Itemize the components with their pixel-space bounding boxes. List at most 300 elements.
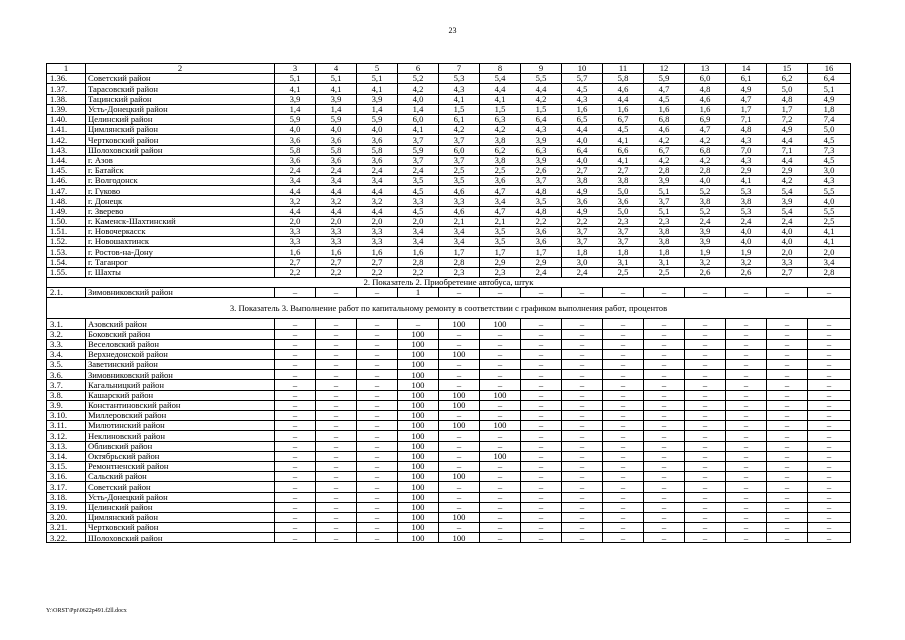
value-cell: 3,2 — [726, 257, 767, 267]
value-cell: 5,3 — [726, 186, 767, 196]
value-cell: 13 — [685, 64, 726, 74]
value-cell: 3,9 — [767, 196, 808, 206]
value-cell: – — [685, 319, 726, 329]
value-cell: 5,5 — [521, 74, 562, 84]
value-cell: – — [644, 390, 685, 400]
table-row — [47, 472, 851, 482]
row-name-cell: г. Зверево — [86, 206, 275, 216]
row-name-cell: г. Таганрог — [86, 257, 275, 267]
value-cell: 100 — [398, 512, 439, 522]
value-cell: 4,8 — [767, 94, 808, 104]
row-number-cell: 3.12. — [47, 431, 86, 441]
value-cell: – — [685, 523, 726, 533]
value-cell: – — [767, 288, 808, 298]
value-cell: – — [808, 451, 851, 461]
value-cell: – — [767, 533, 808, 543]
value-cell: 15 — [767, 64, 808, 74]
row-name-cell: Кашарский район — [86, 390, 275, 400]
value-cell: – — [316, 421, 357, 431]
value-cell: 100 — [398, 431, 439, 441]
value-cell: – — [644, 512, 685, 522]
section-title: 3. Показатель 3. Выполнение работ по капитальному ремонту в соответствии с графиком выполнения работ, процентов — [47, 298, 851, 319]
value-cell: – — [808, 472, 851, 482]
value-cell: 10 — [562, 64, 603, 74]
value-cell: 1,5 — [521, 104, 562, 114]
table-row — [47, 227, 851, 237]
value-cell: – — [685, 482, 726, 492]
value-cell: 4,1 — [726, 176, 767, 186]
value-cell: – — [767, 523, 808, 533]
value-cell: 100 — [398, 400, 439, 410]
value-cell: 2,9 — [726, 165, 767, 175]
value-cell: 3,8 — [644, 227, 685, 237]
value-cell: – — [726, 390, 767, 400]
value-cell: – — [521, 512, 562, 522]
row-number-cell: 1.50. — [47, 216, 86, 226]
value-cell: – — [644, 533, 685, 543]
value-cell: 2,4 — [685, 216, 726, 226]
value-cell: 6,1 — [726, 74, 767, 84]
value-cell: – — [480, 512, 521, 522]
value-cell: – — [685, 461, 726, 471]
value-cell: – — [644, 349, 685, 359]
value-cell: – — [685, 441, 726, 451]
value-cell: 3,6 — [562, 196, 603, 206]
value-cell: – — [357, 288, 398, 298]
value-cell: 4,0 — [808, 196, 851, 206]
value-cell: 4,1 — [398, 125, 439, 135]
value-cell: – — [726, 451, 767, 461]
table-row — [47, 267, 851, 277]
table-row — [47, 421, 851, 431]
value-cell: 3,7 — [521, 176, 562, 186]
value-cell: 3,7 — [603, 237, 644, 247]
value-cell: 4,5 — [808, 135, 851, 145]
value-cell: – — [644, 492, 685, 502]
value-cell: 6,4 — [521, 114, 562, 124]
value-cell: 3,2 — [357, 196, 398, 206]
value-cell: – — [726, 380, 767, 390]
value-cell: – — [316, 472, 357, 482]
value-cell: 4,7 — [726, 94, 767, 104]
value-cell: – — [521, 441, 562, 451]
value-cell: 3,8 — [480, 155, 521, 165]
value-cell: – — [726, 472, 767, 482]
table-row — [47, 145, 851, 155]
value-cell: – — [767, 431, 808, 441]
value-cell: – — [644, 482, 685, 492]
row-number-cell: 1.42. — [47, 135, 86, 145]
value-cell: – — [562, 349, 603, 359]
table-row — [47, 176, 851, 186]
value-cell: 2,4 — [357, 165, 398, 175]
value-cell: – — [685, 411, 726, 421]
value-cell: – — [521, 288, 562, 298]
value-cell: – — [603, 349, 644, 359]
value-cell: – — [767, 360, 808, 370]
value-cell: – — [357, 482, 398, 492]
value-cell: – — [480, 288, 521, 298]
value-cell: – — [480, 441, 521, 451]
value-cell: 2,2 — [275, 267, 316, 277]
value-cell: 2,3 — [603, 216, 644, 226]
value-cell: – — [808, 533, 851, 543]
value-cell: 4,4 — [521, 84, 562, 94]
value-cell: – — [521, 380, 562, 390]
value-cell: – — [521, 390, 562, 400]
value-cell: 3,5 — [480, 227, 521, 237]
value-cell: 2,3 — [480, 267, 521, 277]
value-cell: 5 — [357, 64, 398, 74]
value-cell: – — [439, 523, 480, 533]
value-cell: 5,0 — [603, 186, 644, 196]
row-number-cell: 1.40. — [47, 114, 86, 124]
value-cell: – — [275, 461, 316, 471]
value-cell: – — [439, 370, 480, 380]
value-cell: – — [275, 349, 316, 359]
value-cell: – — [685, 339, 726, 349]
value-cell: – — [562, 441, 603, 451]
value-cell: – — [357, 441, 398, 451]
value-cell: 100 — [480, 451, 521, 461]
value-cell: – — [275, 451, 316, 461]
table-row — [47, 186, 851, 196]
value-cell: 1,9 — [726, 247, 767, 257]
footer-file-path: Y:\ORST\Ppi\0622p491.f2ll.docx — [46, 608, 127, 614]
value-cell: 100 — [398, 421, 439, 431]
value-cell: 2,0 — [398, 216, 439, 226]
value-cell: – — [316, 492, 357, 502]
value-cell: – — [521, 411, 562, 421]
value-cell: – — [726, 533, 767, 543]
value-cell: – — [726, 482, 767, 492]
value-cell: 3,7 — [603, 227, 644, 237]
value-cell: 4,9 — [808, 94, 851, 104]
value-cell: – — [603, 400, 644, 410]
value-cell: 4,2 — [480, 125, 521, 135]
value-cell: 3,4 — [357, 176, 398, 186]
value-cell: – — [603, 431, 644, 441]
value-cell: 5,9 — [357, 114, 398, 124]
value-cell: – — [439, 461, 480, 471]
value-cell: – — [275, 411, 316, 421]
row-number-cell: 1.38. — [47, 94, 86, 104]
row-name-cell: Зимовниковский район — [86, 288, 275, 298]
row-name-cell: Ремонтненский район — [86, 461, 275, 471]
value-cell: – — [726, 360, 767, 370]
value-cell: 5,0 — [603, 206, 644, 216]
value-cell: 4,8 — [521, 186, 562, 196]
row-name-cell: г. Батайск — [86, 165, 275, 175]
column-number-header-row — [47, 64, 851, 74]
value-cell: 1,5 — [439, 104, 480, 114]
value-cell: 4,6 — [439, 186, 480, 196]
value-cell: 100 — [398, 380, 439, 390]
value-cell: – — [603, 523, 644, 533]
value-cell: 5,8 — [357, 145, 398, 155]
value-cell: 3,6 — [480, 176, 521, 186]
value-cell: 3,9 — [644, 176, 685, 186]
value-cell: 5,1 — [644, 206, 685, 216]
value-cell: – — [767, 441, 808, 451]
row-number-cell: 1.55. — [47, 267, 86, 277]
value-cell: 4,9 — [726, 84, 767, 94]
value-cell: – — [726, 461, 767, 471]
value-cell: – — [644, 472, 685, 482]
value-cell: 1,6 — [685, 104, 726, 114]
value-cell: 4,1 — [439, 94, 480, 104]
value-cell: 2,2 — [562, 216, 603, 226]
value-cell: 100 — [398, 370, 439, 380]
row-name-cell: г. Ростов-на-Дону — [86, 247, 275, 257]
table-row — [47, 94, 851, 104]
row-name-cell: Целинский район — [86, 114, 275, 124]
value-cell: 6,1 — [439, 114, 480, 124]
value-cell: 2,5 — [439, 165, 480, 175]
value-cell: 7,3 — [808, 145, 851, 155]
value-cell: – — [726, 512, 767, 522]
table-row — [47, 360, 851, 370]
value-cell: – — [521, 370, 562, 380]
value-cell: 1,6 — [603, 104, 644, 114]
value-cell: 2,4 — [316, 165, 357, 175]
value-cell: – — [562, 512, 603, 522]
value-cell: 1,6 — [357, 247, 398, 257]
value-cell: – — [808, 502, 851, 512]
value-cell: 4,7 — [644, 84, 685, 94]
table-row — [47, 461, 851, 471]
value-cell: – — [685, 329, 726, 339]
value-cell: 3,2 — [316, 196, 357, 206]
table-body — [47, 64, 851, 543]
row-number-cell: 3.1. — [47, 319, 86, 329]
value-cell: – — [603, 441, 644, 451]
value-cell: – — [316, 512, 357, 522]
value-cell: 2,4 — [275, 165, 316, 175]
row-number-cell: 1 — [47, 64, 86, 74]
value-cell: 4,2 — [685, 155, 726, 165]
value-cell: – — [603, 451, 644, 461]
value-cell: – — [480, 482, 521, 492]
value-cell: 5,5 — [808, 186, 851, 196]
value-cell: 4,2 — [398, 84, 439, 94]
value-cell: – — [480, 411, 521, 421]
value-cell: 4,4 — [603, 94, 644, 104]
value-cell: 4,1 — [808, 237, 851, 247]
value-cell: – — [439, 339, 480, 349]
value-cell: – — [275, 400, 316, 410]
value-cell: 3,6 — [357, 135, 398, 145]
value-cell: 4,3 — [521, 125, 562, 135]
value-cell: 1,7 — [767, 104, 808, 114]
value-cell: – — [357, 400, 398, 410]
row-name-cell: Советский район — [86, 74, 275, 84]
value-cell: 4,0 — [562, 135, 603, 145]
value-cell: – — [644, 339, 685, 349]
value-cell: 4,7 — [480, 206, 521, 216]
value-cell: 3,4 — [480, 196, 521, 206]
value-cell: 1,6 — [644, 104, 685, 114]
value-cell: – — [767, 329, 808, 339]
value-cell: – — [521, 492, 562, 502]
value-cell: 3,9 — [357, 94, 398, 104]
value-cell: 5,0 — [808, 125, 851, 135]
value-cell: – — [726, 339, 767, 349]
value-cell: – — [603, 380, 644, 390]
table-row — [47, 370, 851, 380]
value-cell: 3,6 — [521, 237, 562, 247]
row-number-cell: 3.19. — [47, 502, 86, 512]
table-row — [47, 216, 851, 226]
value-cell: 4,5 — [644, 94, 685, 104]
value-cell: – — [521, 523, 562, 533]
row-number-cell: 1.46. — [47, 176, 86, 186]
value-cell: – — [808, 461, 851, 471]
value-cell: – — [275, 329, 316, 339]
value-cell: – — [521, 421, 562, 431]
value-cell: – — [316, 400, 357, 410]
row-number-cell: 3.18. — [47, 492, 86, 502]
value-cell: – — [357, 339, 398, 349]
value-cell: 3,6 — [316, 135, 357, 145]
row-number-cell: 3.3. — [47, 339, 86, 349]
value-cell: 3,9 — [316, 94, 357, 104]
value-cell: 5,1 — [808, 84, 851, 94]
value-cell: – — [767, 370, 808, 380]
value-cell: 2,2 — [398, 267, 439, 277]
value-cell: – — [808, 339, 851, 349]
value-cell: 5,4 — [767, 186, 808, 196]
value-cell: 3,6 — [275, 135, 316, 145]
row-name-cell: Кагальницкий район — [86, 380, 275, 390]
value-cell: 4 — [316, 64, 357, 74]
value-cell: 1,8 — [603, 247, 644, 257]
value-cell: – — [767, 400, 808, 410]
value-cell: 3,8 — [480, 135, 521, 145]
table-row — [47, 237, 851, 247]
value-cell: – — [644, 411, 685, 421]
table-row — [47, 451, 851, 461]
row-number-cell: 3.16. — [47, 472, 86, 482]
table-row — [47, 196, 851, 206]
value-cell: – — [562, 319, 603, 329]
row-number-cell: 3.13. — [47, 441, 86, 451]
value-cell: 4,5 — [562, 84, 603, 94]
table-row — [47, 431, 851, 441]
row-name-cell: Тацинский район — [86, 94, 275, 104]
value-cell: – — [726, 441, 767, 451]
value-cell: – — [316, 451, 357, 461]
value-cell: 5,2 — [398, 74, 439, 84]
value-cell: 2,2 — [357, 267, 398, 277]
value-cell: 100 — [439, 472, 480, 482]
value-cell: 4,3 — [439, 84, 480, 94]
value-cell: 3,8 — [685, 196, 726, 206]
row-number-cell: 3.20. — [47, 512, 86, 522]
value-cell: – — [808, 492, 851, 502]
value-cell: 3,1 — [644, 257, 685, 267]
value-cell: – — [644, 431, 685, 441]
value-cell: – — [439, 502, 480, 512]
row-number-cell: 1.43. — [47, 145, 86, 155]
row-number-cell: 1.51. — [47, 227, 86, 237]
value-cell: – — [644, 441, 685, 451]
value-cell: 100 — [398, 533, 439, 543]
table-row — [47, 104, 851, 114]
value-cell: 5,1 — [644, 186, 685, 196]
value-cell: 3,1 — [603, 257, 644, 267]
value-cell: – — [316, 390, 357, 400]
value-cell: 100 — [480, 390, 521, 400]
value-cell: 2,8 — [685, 165, 726, 175]
value-cell: 100 — [398, 339, 439, 349]
value-cell: 3,4 — [398, 237, 439, 247]
value-cell: 3,0 — [562, 257, 603, 267]
table-row — [47, 502, 851, 512]
value-cell: 4,0 — [767, 227, 808, 237]
value-cell: – — [357, 421, 398, 431]
value-cell: – — [357, 360, 398, 370]
value-cell: – — [603, 411, 644, 421]
row-name-cell: г. Новошахтинск — [86, 237, 275, 247]
value-cell: 6,3 — [480, 114, 521, 124]
value-cell: 2,7 — [562, 165, 603, 175]
value-cell: – — [275, 380, 316, 390]
value-cell: – — [316, 523, 357, 533]
row-name-cell: Верхнедонской район — [86, 349, 275, 359]
value-cell: 3,7 — [398, 155, 439, 165]
value-cell: – — [603, 288, 644, 298]
value-cell: 4,3 — [726, 135, 767, 145]
value-cell: 3,8 — [603, 176, 644, 186]
value-cell: – — [521, 349, 562, 359]
value-cell: 6,8 — [685, 145, 726, 155]
value-cell: – — [603, 492, 644, 502]
value-cell: 100 — [439, 390, 480, 400]
row-name-cell: Цимлянский район — [86, 125, 275, 135]
section-2-header-row — [47, 277, 851, 287]
value-cell: – — [685, 380, 726, 390]
value-cell: 4,0 — [726, 227, 767, 237]
value-cell: – — [316, 370, 357, 380]
value-cell: 100 — [398, 492, 439, 502]
value-cell: 3,7 — [398, 135, 439, 145]
value-cell: 4,0 — [562, 155, 603, 165]
value-cell: 2,8 — [808, 267, 851, 277]
value-cell: – — [726, 319, 767, 329]
value-cell: 2,6 — [685, 267, 726, 277]
row-name-cell: г. Донецк — [86, 196, 275, 206]
value-cell: – — [357, 431, 398, 441]
value-cell: 4,5 — [603, 125, 644, 135]
value-cell: 4,0 — [398, 94, 439, 104]
value-cell: 100 — [398, 360, 439, 370]
value-cell: 4,2 — [767, 176, 808, 186]
row-name-cell: Боковский район — [86, 329, 275, 339]
value-cell: – — [808, 411, 851, 421]
row-name-cell: Заветинский район — [86, 360, 275, 370]
value-cell: 3,3 — [767, 257, 808, 267]
value-cell: – — [644, 329, 685, 339]
value-cell: 2,5 — [644, 267, 685, 277]
value-cell: 3,3 — [275, 237, 316, 247]
value-cell: – — [521, 400, 562, 410]
value-cell: – — [644, 400, 685, 410]
value-cell: – — [644, 370, 685, 380]
table-row — [47, 380, 851, 390]
value-cell: – — [480, 360, 521, 370]
value-cell: 5,2 — [685, 186, 726, 196]
